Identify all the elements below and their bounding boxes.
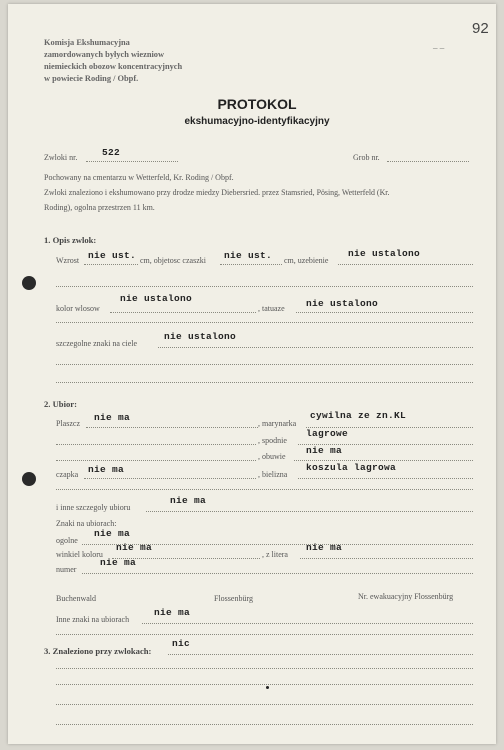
czaszka-value: nie ust.: [224, 250, 273, 261]
blank-line-6: [56, 634, 473, 635]
document-sheet: [8, 4, 496, 744]
buchenwald-label: Buchenwald: [56, 594, 96, 603]
czapka-line: [84, 478, 256, 479]
ogolne-label: ogolne: [56, 536, 78, 545]
document-title: PROTOKOL: [217, 96, 297, 112]
obuwie-label: , obuwie: [258, 452, 286, 461]
document-subtitle: ekshumacyjno-identyfikacyjny: [184, 116, 330, 127]
intro-line-3: Roding), ogolna przestrzen 11 km.: [44, 203, 155, 212]
winkiel-value: nie ma: [116, 542, 153, 553]
blank-line-8: [56, 684, 473, 685]
section-3-title: [44, 646, 151, 656]
uzebienie-line: [338, 264, 473, 265]
inne-znaki-value: nie ma: [154, 607, 191, 618]
inne-znaki-line: [142, 623, 473, 624]
zwloki-number: 522: [102, 147, 121, 158]
zwloki-line: [86, 161, 178, 162]
inne-znaki-label: Inne znaki na ubiorach: [56, 615, 130, 624]
litera-label: , z litera: [262, 550, 288, 559]
marynarka-value: cywilna ze zn.KL: [310, 410, 407, 421]
blank-line-5: [56, 489, 473, 490]
czaszka-line: [220, 264, 282, 265]
header-line-1: Komisja Ekshumacyjna: [44, 38, 130, 47]
blank-line-2: [56, 322, 473, 323]
ink-dot: [266, 686, 269, 689]
marynarka-label: , marynarka: [258, 419, 297, 428]
cm-uzebienie-label: cm, uzebienie: [284, 256, 329, 265]
section-3-line: [168, 654, 473, 655]
bielizna-value: koszula lagrowa: [306, 462, 397, 473]
znaki-line: [158, 347, 473, 348]
inne-line: [146, 511, 473, 512]
bielizna-label: , bielizna: [258, 470, 288, 479]
zwloki-label: Zwloki nr.: [44, 153, 78, 162]
numer-line: [82, 573, 473, 574]
litera-value: nie ma: [306, 542, 343, 553]
section-2-title-text: 2. Ubior:: [44, 399, 77, 409]
page-number: 92: [472, 20, 489, 37]
wzrost-label: Wzrost: [56, 256, 80, 265]
flossenburg-label: Flossenbürg: [214, 594, 253, 603]
obuwie-line: [294, 460, 473, 461]
plaszcz-line-3: [56, 460, 256, 461]
plaszcz-line-2: [56, 444, 256, 445]
litera-line: [300, 558, 473, 559]
czapka-value: nie ma: [88, 464, 125, 475]
inne-value: nie ma: [170, 495, 207, 506]
blank-line-9: [56, 704, 473, 705]
blank-line-10: [56, 724, 473, 725]
header-line-4: w powiecie Roding / Obpf.: [44, 74, 139, 83]
winkiel-label: winkiel koloru: [56, 550, 103, 559]
znaki-label: szczegolne znaki na ciele: [56, 339, 138, 348]
kolor-line: [110, 312, 256, 313]
intro-line-2: Zwloki znaleziono i ekshumowano przy drodze miedzy Diebersried. przez Stamsried, Pösing, Wetterfeld (Kr.: [44, 188, 390, 197]
punch-hole-top: [22, 276, 36, 290]
numer-value: nie ma: [100, 557, 137, 568]
znaki-value: nie ustalono: [164, 331, 237, 342]
ewakuacyjny-label: Nr. ewakuacyjny Flossenbürg: [358, 592, 454, 601]
intro-line-1: Pochowany na cmentarzu w Wetterfeld, Kr. Roding / Obpf.: [44, 173, 234, 182]
tatuaze-line: [296, 312, 473, 313]
kolor-label: kolor wlosow: [56, 304, 100, 313]
cm-czaszka-label: cm, objetosc czaszki: [140, 256, 206, 265]
bielizna-line: [298, 478, 473, 479]
numer-label: numer: [56, 565, 77, 574]
kolor-value: nie ustalono: [120, 293, 193, 304]
punch-hole-bottom: [22, 472, 36, 486]
grob-label: Grob nr.: [353, 153, 380, 162]
wzrost-line: [84, 264, 138, 265]
plaszcz-label: Plaszcz: [56, 419, 80, 428]
section-1-title-text: 1. Opis zwlok:: [44, 235, 97, 245]
blank-line-4: [56, 382, 473, 383]
header-line-3: niemieckich obozow koncentracyjnych: [44, 62, 183, 71]
blank-line-1: [56, 286, 473, 287]
wzrost-value: nie ust.: [88, 250, 137, 261]
ogolne-value: nie ma: [94, 528, 131, 539]
section-1-title: [44, 235, 96, 245]
page-dashes: _ _: [433, 40, 445, 50]
plaszcz-value: nie ma: [94, 412, 131, 423]
tatuaze-value: nie ustalono: [306, 298, 379, 309]
tatuaze-label: , tatuaze: [258, 304, 285, 313]
obuwie-value: nie ma: [306, 445, 343, 456]
spodnie-value: lagrowe: [306, 428, 349, 439]
header-line-2: zamordowanych byłych wiezniow: [44, 50, 165, 59]
grob-line: [387, 161, 469, 162]
section-2-title: [44, 399, 77, 409]
czapka-label: czapka: [56, 470, 79, 479]
blank-line-7: [56, 668, 473, 669]
inne-label: i inne szczegoly ubioru: [56, 503, 131, 512]
section-3-value: nic: [172, 638, 191, 649]
spodnie-label: , spodnie: [258, 436, 287, 445]
section-3-title-text: 3. Znaleziono przy zwlokach:: [44, 646, 152, 656]
znaki-ubiorach-label: Znaki na ubiorach:: [56, 519, 117, 528]
plaszcz-line: [86, 427, 258, 428]
uzebienie-value: nie ustalono: [348, 248, 421, 259]
blank-line-3: [56, 364, 473, 365]
